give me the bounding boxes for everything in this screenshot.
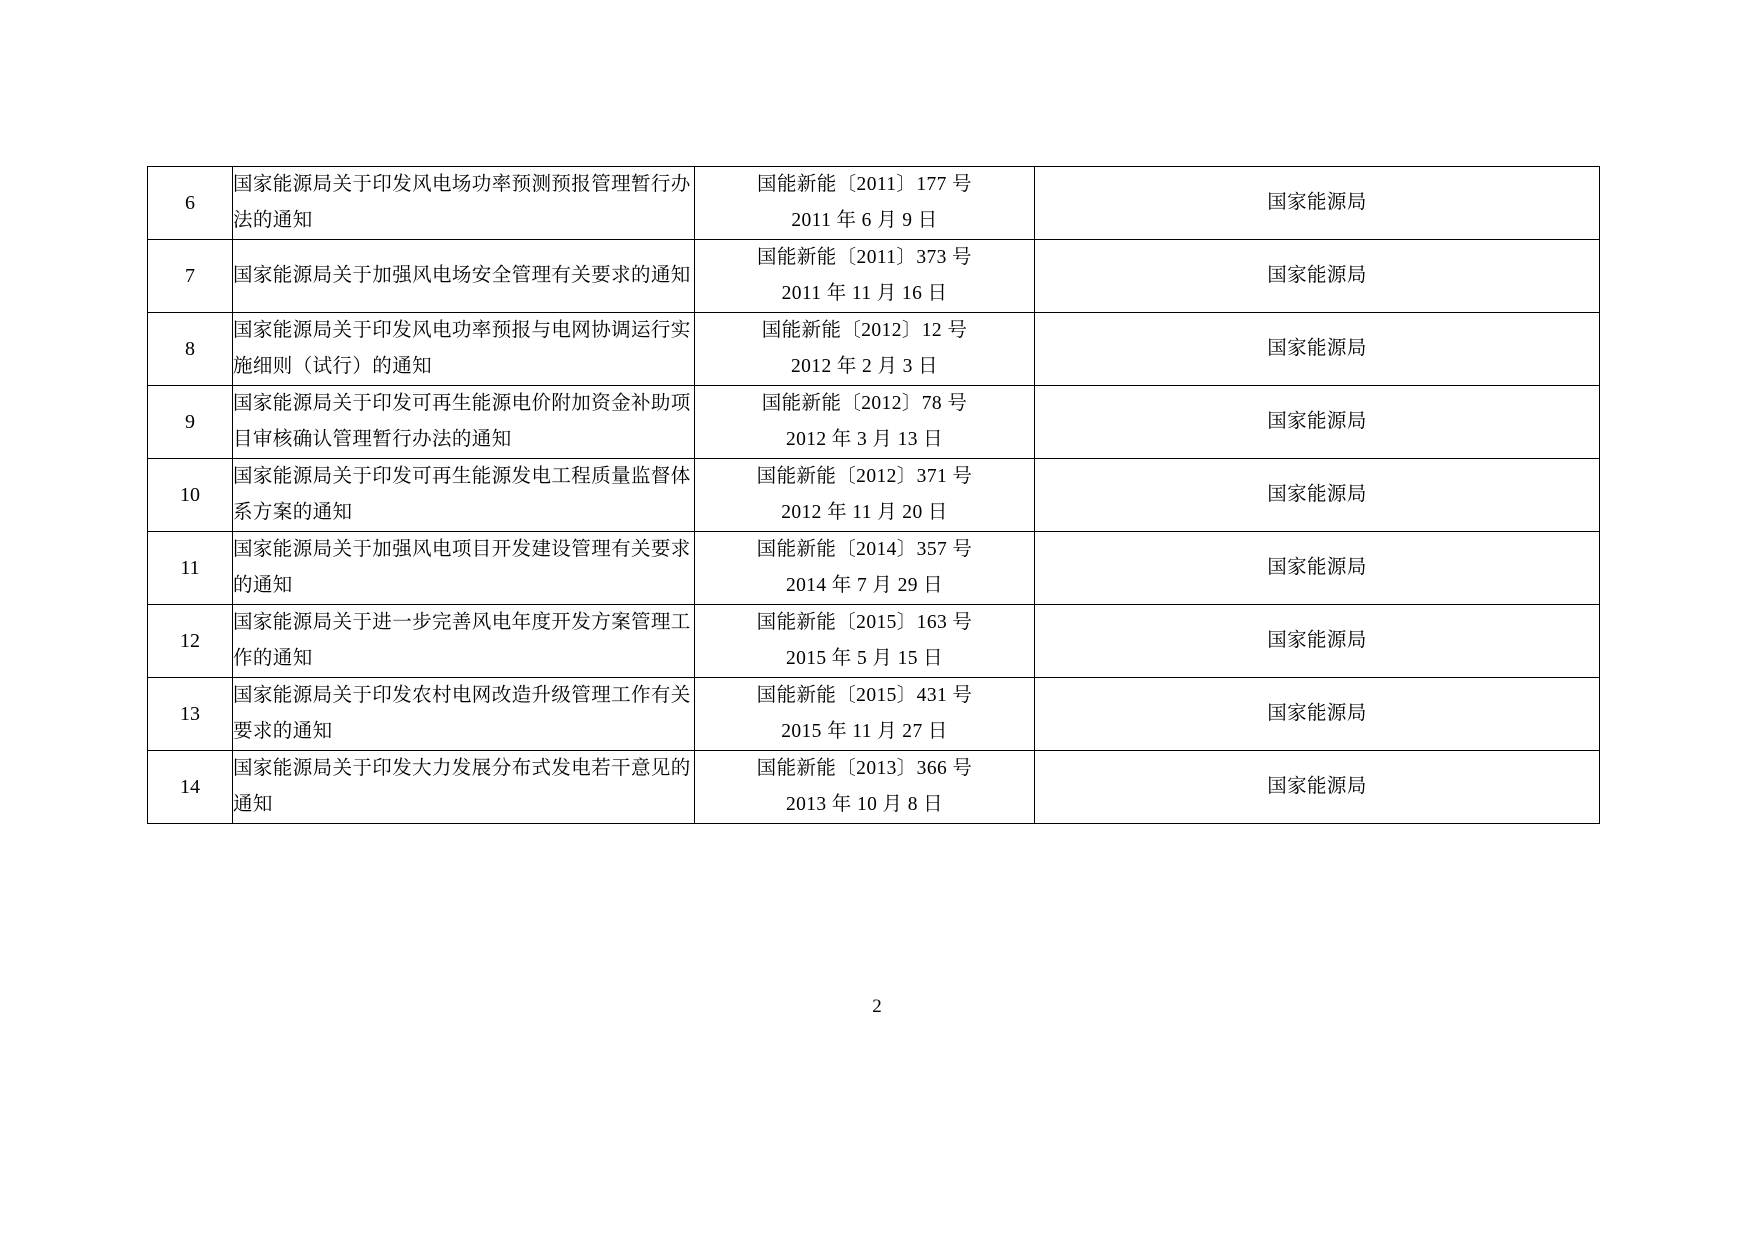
table-row (148, 167, 1600, 240)
row-index: 12 (148, 605, 233, 678)
table-row (148, 459, 1600, 532)
row-org: 国家能源局 (1035, 240, 1600, 313)
row-index: 10 (148, 459, 233, 532)
row-number (695, 605, 1035, 678)
row-doc-number: 国能新能〔2012〕12 号 (761, 320, 968, 341)
row-number (695, 532, 1035, 605)
row-number (695, 313, 1035, 386)
table-row (148, 751, 1600, 824)
table-row (148, 386, 1600, 459)
row-number (695, 386, 1035, 459)
row-index: 8 (148, 313, 233, 386)
row-title: 国家能源局关于加强风电场安全管理有关要求的通知 (233, 240, 695, 313)
row-doc-date: 2012 年 2 月 3 日 (791, 356, 938, 377)
row-doc-date: 2011 年 11 月 16 日 (781, 283, 948, 304)
row-doc-number: 国能新能〔2015〕163 号 (756, 612, 973, 633)
row-doc-number: 国能新能〔2014〕357 号 (756, 539, 973, 560)
table-row (148, 605, 1600, 678)
row-title: 国家能源局关于印发风电场功率预测预报管理暂行办法的通知 (233, 167, 695, 240)
row-doc-number: 国能新能〔2012〕371 号 (756, 466, 973, 487)
row-number (695, 751, 1035, 824)
row-title: 国家能源局关于印发可再生能源电价附加资金补助项目审核确认管理暂行办法的通知 (233, 386, 695, 459)
row-number (695, 240, 1035, 313)
row-number (695, 678, 1035, 751)
row-index: 14 (148, 751, 233, 824)
row-org: 国家能源局 (1035, 532, 1600, 605)
row-doc-number: 国能新能〔2013〕366 号 (756, 758, 973, 779)
table-row (148, 240, 1600, 313)
row-doc-number: 国能新能〔2015〕431 号 (756, 685, 973, 706)
row-index: 7 (148, 240, 233, 313)
row-doc-date: 2013 年 10 月 8 日 (785, 794, 944, 815)
row-doc-date: 2012 年 3 月 13 日 (785, 429, 944, 450)
row-doc-date: 2015 年 11 月 27 日 (781, 721, 948, 742)
row-title: 国家能源局关于印发大力发展分布式发电若干意见的通知 (233, 751, 695, 824)
row-number (695, 167, 1035, 240)
row-index: 13 (148, 678, 233, 751)
row-index: 11 (148, 532, 233, 605)
row-doc-date: 2012 年 11 月 20 日 (781, 502, 948, 523)
table-row (148, 313, 1600, 386)
row-org: 国家能源局 (1035, 459, 1600, 532)
table-row (148, 532, 1600, 605)
row-title: 国家能源局关于印发风电功率预报与电网协调运行实施细则（试行）的通知 (233, 313, 695, 386)
row-org: 国家能源局 (1035, 605, 1600, 678)
row-title: 国家能源局关于进一步完善风电年度开发方案管理工作的通知 (233, 605, 695, 678)
row-index: 9 (148, 386, 233, 459)
row-number (695, 459, 1035, 532)
row-index: 6 (148, 167, 233, 240)
page-number: 2 (872, 996, 882, 1017)
row-org: 国家能源局 (1035, 167, 1600, 240)
row-doc-number: 国能新能〔2012〕78 号 (761, 393, 968, 414)
row-title: 国家能源局关于印发农村电网改造升级管理工作有关要求的通知 (233, 678, 695, 751)
row-doc-number: 国能新能〔2011〕373 号 (757, 247, 972, 268)
table-row (148, 678, 1600, 751)
policy-document-table (147, 166, 1600, 824)
row-title: 国家能源局关于印发可再生能源发电工程质量监督体系方案的通知 (233, 459, 695, 532)
row-org: 国家能源局 (1035, 386, 1600, 459)
table-body (148, 167, 1600, 824)
row-org: 国家能源局 (1035, 313, 1600, 386)
row-org: 国家能源局 (1035, 678, 1600, 751)
row-doc-date: 2015 年 5 月 15 日 (785, 648, 944, 669)
row-doc-date: 2011 年 6 月 9 日 (791, 210, 938, 231)
row-doc-number: 国能新能〔2011〕177 号 (757, 174, 972, 195)
row-title: 国家能源局关于加强风电项目开发建设管理有关要求的通知 (233, 532, 695, 605)
row-org: 国家能源局 (1035, 751, 1600, 824)
row-doc-date: 2014 年 7 月 29 日 (785, 575, 944, 596)
